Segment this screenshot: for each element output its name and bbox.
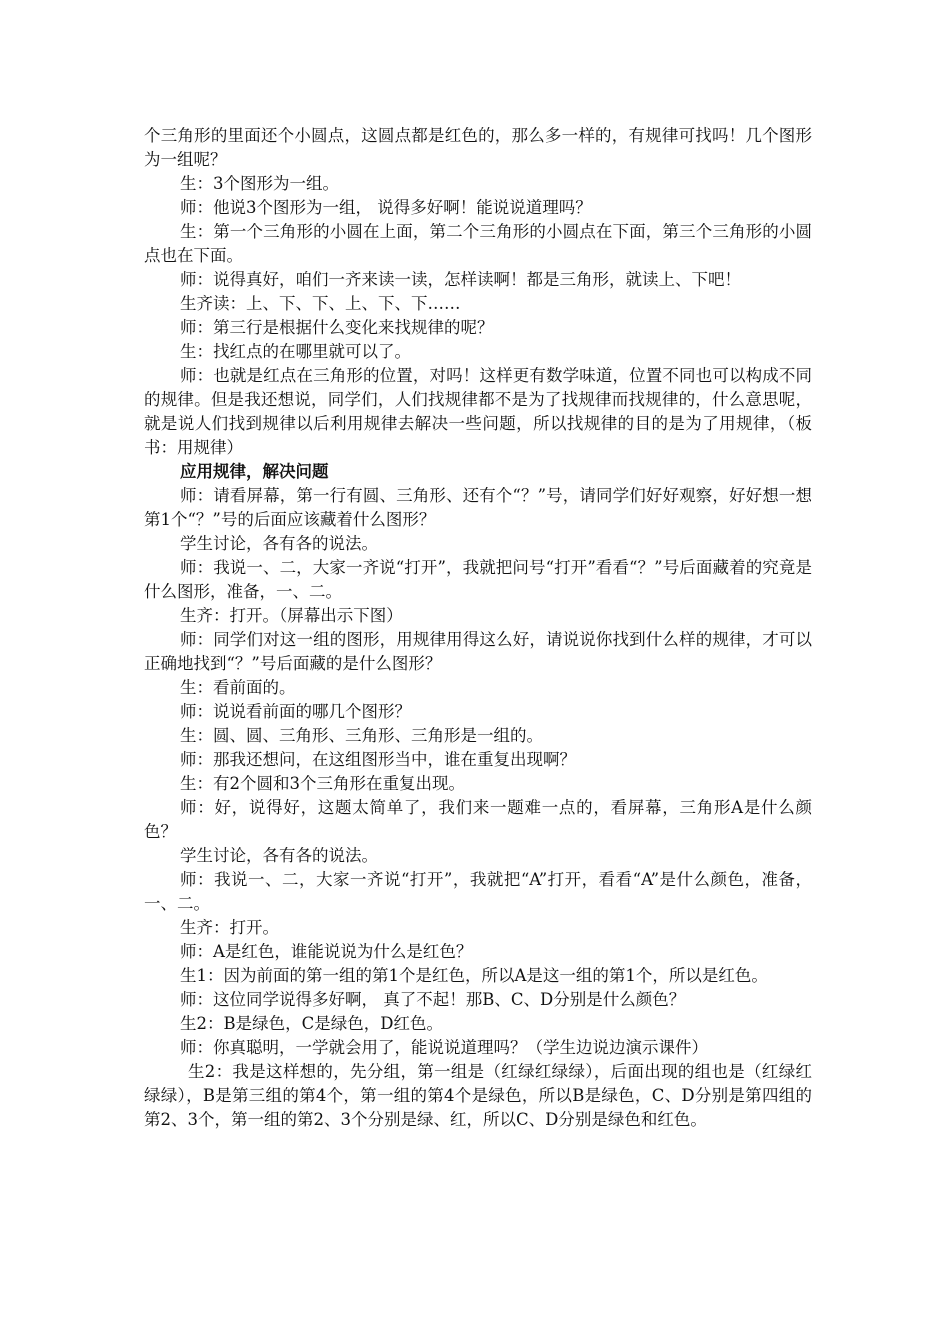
paragraph: 生：3个图形为一组。 bbox=[180, 174, 339, 193]
paragraph: 师：请看屏幕，第一行有圆、三角形、还有个“？”号，请同学们好好观察，好好想一想第1个“？”号的后面应该藏着什么图形？ bbox=[144, 486, 812, 529]
paragraph: 生：第一个三角形的小圆在上面，第二个三角形的小圆点在下面，第三个三角形的小圆点也在下面。 bbox=[144, 222, 812, 265]
paragraph: 生：圆、圆、三角形、三角形、三角形是一组的。 bbox=[180, 726, 543, 745]
paragraph: 师：说说看前面的哪几个图形？ bbox=[180, 702, 411, 721]
paragraph: 学生讨论，各有各的说法。 bbox=[180, 534, 378, 553]
document-page bbox=[144, 124, 812, 1132]
paragraph: 个三角形的里面还个小圆点，这圆点都是红色的，那么多一样的，有规律可找吗！几个图形为一组呢？ bbox=[144, 126, 812, 169]
paragraph: 师：好，说得好，这题太简单了，我们来一题难一点的，看屏幕，三角形A是什么颜色？ bbox=[144, 798, 812, 841]
paragraph: 生：找红点的在哪里就可以了。 bbox=[180, 342, 411, 361]
paragraph: 师：A是红色，谁能说说为什么是红色？ bbox=[180, 942, 473, 961]
paragraph: 师：同学们对这一组的图形，用规律用得这么好，请说说你找到什么样的规律，才可以正确地找到“？”号后面藏的是什么图形？ bbox=[144, 630, 812, 673]
paragraph: 生1：因为前面的第一组的第1个是红色，所以A是这一组的第1个，所以是红色。 bbox=[180, 966, 768, 985]
paragraph: 生齐：打开。 bbox=[180, 918, 279, 937]
paragraph: 生：有2个圆和3个三角形在重复出现。 bbox=[180, 774, 465, 793]
paragraph: 学生讨论，各有各的说法。 bbox=[180, 846, 378, 865]
paragraph: 师：这位同学说得多好啊， 真了不起！那B、C、D分别是什么颜色？ bbox=[180, 990, 686, 1009]
paragraph: 师：我说一、二，大家一齐说“打开”，我就把“A”打开，看看“A”是什么颜色，准备，一、二。 bbox=[144, 870, 812, 913]
paragraph: 师：那我还想问，在这组图形当中，谁在重复出现啊？ bbox=[180, 750, 576, 769]
paragraph: 师：你真聪明，一学就会用了，能说说道理吗？（学生边说边演示课件） bbox=[180, 1038, 708, 1057]
paragraph: 生：看前面的。 bbox=[180, 678, 296, 697]
paragraph: 生齐读：上、下、下、上、下、下…… bbox=[180, 294, 461, 313]
paragraph: 生2：我是这样想的，先分组，第一组是（红绿红绿绿），后面出现的组也是（红绿红绿绿），B是第三组的第4个，第一组的第4个是绿色，所以B是绿色，C、D分别是第四组的第2、3个，第一组的第2、3个分别是绿、红，所以C、D分别是绿色和红色。 bbox=[144, 1062, 812, 1129]
paragraph: 师：说得真好，咱们一齐来读一读，怎样读啊！都是三角形，就读上、下吧！ bbox=[180, 270, 741, 289]
paragraph: 生2：B是绿色，C是绿色，D红色。 bbox=[180, 1014, 443, 1033]
section-heading: 应用规律，解决问题 bbox=[180, 462, 329, 481]
paragraph: 生齐：打开。（屏幕出示下图） bbox=[180, 606, 403, 625]
paragraph: 师：第三行是根据什么变化来找规律的呢？ bbox=[180, 318, 494, 337]
paragraph: 师：也就是红点在三角形的位置，对吗！这样更有数学味道，位置不同也可以构成不同的规律。但是我还想说，同学们，人们找规律都不是为了找规律而找规律的，什么意思呢，就是说人们找到规律以后利用规律去解决一些问题，所以找规律的目的是为了用规律，（板书：用规律） bbox=[144, 366, 812, 457]
paragraph: 师：他说3个图形为一组， 说得多好啊！能说说道理吗？ bbox=[180, 198, 592, 217]
paragraph: 师：我说一、二，大家一齐说“打开”，我就把问号“打开”看看“？”号后面藏着的究竟是什么图形，准备，一、二。 bbox=[144, 558, 812, 601]
